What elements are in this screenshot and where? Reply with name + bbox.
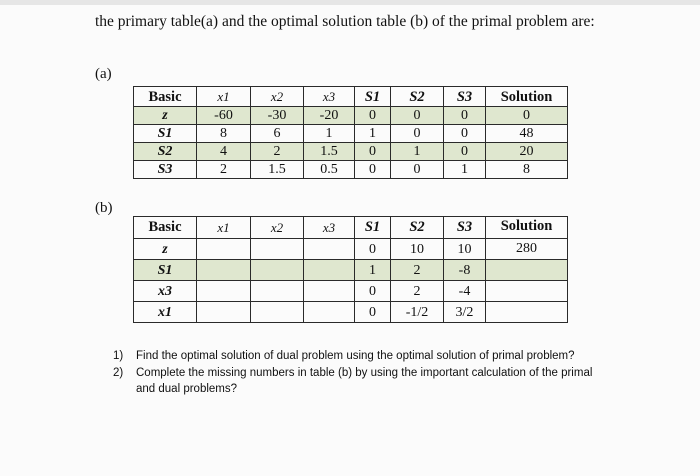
table-cell: -8 (444, 260, 486, 281)
header-s2: S2 (391, 217, 444, 239)
table-cell-blank (251, 239, 304, 260)
table-cell: 3/2 (444, 302, 486, 323)
table-cell: 0 (355, 281, 391, 302)
intro-text: the primary table(a) and the optimal solution table (b) of the primal problem are: (95, 13, 595, 30)
header-x2: x2 (251, 217, 304, 239)
table-cell: -60 (197, 107, 251, 125)
table-cell: 8 (486, 161, 568, 179)
table-cell-blank (304, 281, 355, 302)
question-number: 2) (113, 367, 124, 379)
table-b (133, 216, 568, 323)
table-row (134, 260, 568, 281)
table-cell: 0 (444, 125, 486, 143)
table-row (134, 125, 568, 143)
table-cell: -1/2 (391, 302, 444, 323)
table-cell-blank (304, 302, 355, 323)
table-header-row (134, 217, 568, 239)
header-s2: S2 (391, 87, 444, 107)
header-x2: x2 (251, 87, 304, 107)
table-cell-blank (251, 302, 304, 323)
table-cell-blank (251, 260, 304, 281)
table-cell: 0 (355, 302, 391, 323)
table-cell-blank (251, 281, 304, 302)
table-cell-blank (486, 302, 568, 323)
table-cell-blank (486, 281, 568, 302)
cell-basic: z (134, 107, 197, 125)
question-list (113, 348, 613, 398)
header-solution: Solution (486, 87, 568, 107)
table-b-label: (b) (95, 200, 113, 216)
cell-basic: S3 (134, 161, 197, 179)
table-cell: 1.5 (251, 161, 304, 179)
header-basic: Basic (134, 87, 197, 107)
table-cell-blank (304, 239, 355, 260)
table-cell: 8 (197, 125, 251, 143)
table-cell-blank (197, 302, 251, 323)
header-x1: x1 (197, 217, 251, 239)
table-cell: 0 (391, 125, 444, 143)
table-cell: 20 (486, 143, 568, 161)
table-row (134, 281, 568, 302)
table-cell: 2 (197, 161, 251, 179)
header-solution: Solution (486, 217, 568, 239)
cell-basic: z (134, 239, 197, 260)
question-number: 1) (113, 350, 124, 362)
table-a (133, 86, 568, 179)
table-cell: 1.5 (304, 143, 355, 161)
table-cell: -30 (251, 107, 304, 125)
table-cell: 0 (444, 107, 486, 125)
table-cell: 0 (444, 143, 486, 161)
table-row (134, 143, 568, 161)
header-s1: S1 (355, 87, 391, 107)
table-cell: 1 (444, 161, 486, 179)
table-cell: 0 (355, 107, 391, 125)
table-cell: 0 (486, 107, 568, 125)
table-row (134, 161, 568, 179)
cell-basic: S2 (134, 143, 197, 161)
table-cell-blank (197, 281, 251, 302)
header-basic: Basic (134, 217, 197, 239)
header-x3: x3 (304, 217, 355, 239)
question-text: Find the optimal solution of dual problem using the optimal solution of primal problem? (136, 350, 575, 362)
table-cell: 1 (391, 143, 444, 161)
cell-basic: S1 (134, 125, 197, 143)
table-cell: 0 (391, 161, 444, 179)
table-cell: 2 (391, 260, 444, 281)
table-cell-blank (486, 260, 568, 281)
top-edge-bar (0, 0, 700, 5)
table-cell-blank (304, 260, 355, 281)
table-row (134, 239, 568, 260)
cell-basic: x1 (134, 302, 197, 323)
table-cell: 0 (355, 161, 391, 179)
cell-basic: S1 (134, 260, 197, 281)
cell-basic: x3 (134, 281, 197, 302)
table-cell-blank (197, 239, 251, 260)
table-cell: 10 (444, 239, 486, 260)
table-cell: 280 (486, 239, 568, 260)
table-cell: 0 (355, 239, 391, 260)
header-s3: S3 (444, 87, 486, 107)
table-cell: 2 (251, 143, 304, 161)
header-x3: x3 (304, 87, 355, 107)
table-cell: 4 (197, 143, 251, 161)
table-cell: 10 (391, 239, 444, 260)
header-s1: S1 (355, 217, 391, 239)
table-cell: -20 (304, 107, 355, 125)
table-cell: 2 (391, 281, 444, 302)
table-cell: 48 (486, 125, 568, 143)
table-a-label: (a) (95, 66, 112, 82)
table-cell: 0 (355, 143, 391, 161)
table-cell: 1 (355, 260, 391, 281)
table-cell: 1 (304, 125, 355, 143)
header-x1: x1 (197, 87, 251, 107)
header-s3: S3 (444, 217, 486, 239)
table-cell: 1 (355, 125, 391, 143)
question-item (113, 365, 613, 397)
table-cell: -4 (444, 281, 486, 302)
table-row (134, 302, 568, 323)
table-cell: 0 (391, 107, 444, 125)
question-text: Complete the missing numbers in table (b) by using the important calculation of the primal and dual problems? (136, 367, 593, 395)
table-row (134, 107, 568, 125)
table-cell: 0.5 (304, 161, 355, 179)
table-cell: 6 (251, 125, 304, 143)
table-header-row (134, 87, 568, 107)
question-item (113, 348, 613, 364)
table-cell-blank (197, 260, 251, 281)
